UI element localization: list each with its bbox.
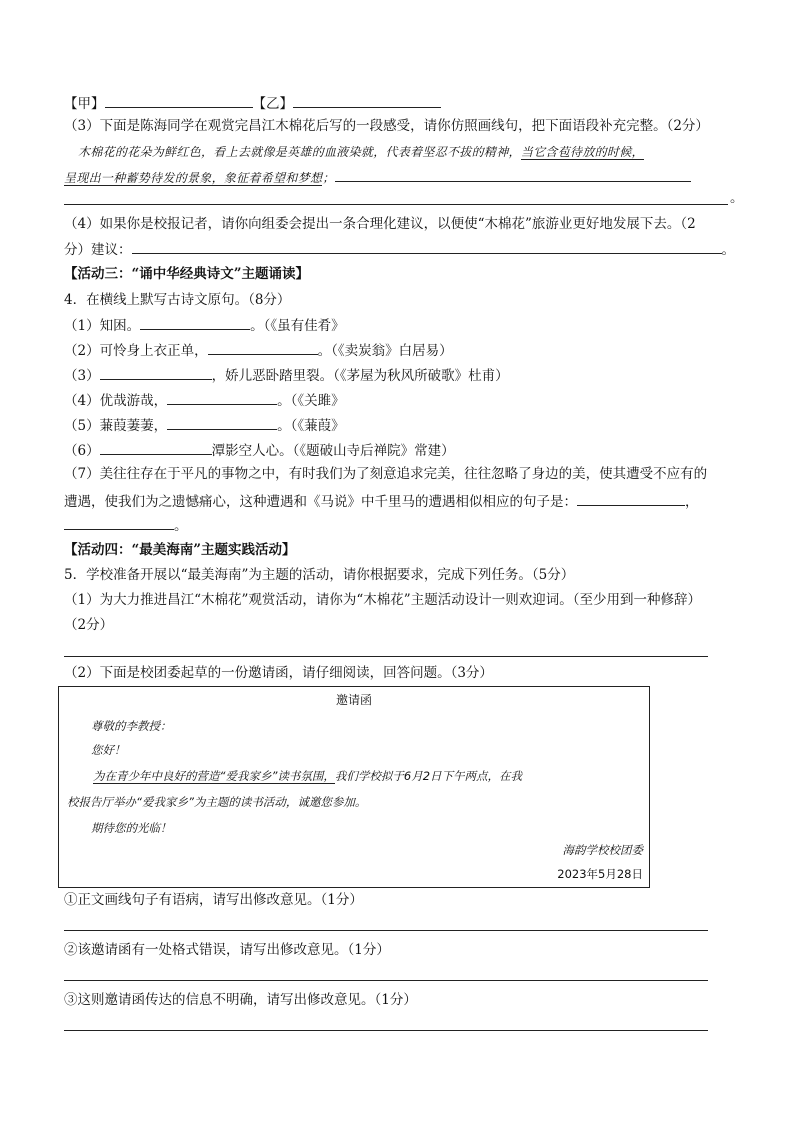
q4-item-2-post: 。（《卖炭翁》白居易） xyxy=(317,343,453,359)
q4-item-1-blank[interactable] xyxy=(140,314,250,330)
q4-item-5 xyxy=(64,414,345,436)
q4-item-6-blank[interactable] xyxy=(100,439,212,455)
suggestion-label: 分）建议： xyxy=(64,242,132,258)
q4-item-3-post: ，娇儿恶卧踏里裂。（《茅屋为秋风所破歌》杜甫） xyxy=(211,368,509,384)
yi-answer-blank[interactable] xyxy=(293,92,441,108)
q3-para-plain: 木棉花的花朵为鲜红色，看上去就像是英雄的血液染就，代表着坚忍不拔的精神， xyxy=(78,145,521,159)
letter-date: 2023年5月28日 xyxy=(557,867,643,881)
q4-item-1-pre: （1）知困。 xyxy=(64,318,141,334)
q4-item-7-line1: （7）美往往存在于平凡的事物之中，有时我们为了刻意追求完美，往往忽略了身边的美，使其遭受不应有的 xyxy=(64,466,708,482)
q4-item-7-line2 xyxy=(64,490,699,512)
q4-item-3-pre: （3） xyxy=(64,368,100,384)
letter-closing: 期待您的光临！ xyxy=(91,821,172,835)
question-1-answer-line[interactable] xyxy=(64,930,708,931)
welcome-speech-answer-line[interactable] xyxy=(64,656,708,657)
q4-item-1 xyxy=(64,314,345,336)
q4-title: 4．在横线上默写古诗文原句。（8分） xyxy=(64,292,291,308)
q4-item-7-blank-1[interactable] xyxy=(577,490,685,506)
q5-sub1-line2: （2分） xyxy=(64,617,114,633)
q4-item-4-post: 。（《关雎》 xyxy=(277,393,345,409)
q4-item-3-blank[interactable] xyxy=(100,364,212,380)
activity3-heading: 【活动三：“诵中华经典诗文”主题诵读】 xyxy=(64,266,310,282)
q4-item-1-post: 。（《虽有佳肴》 xyxy=(250,318,345,334)
question-3-answer-line[interactable] xyxy=(64,1030,708,1031)
q5-sub1-line1: （1）为大力推进昌江“木棉花”观赏活动，请你为“木棉花”主题活动设计一则欢迎词。（至少用到一种修辞） xyxy=(64,592,701,608)
q4-item-5-post: 。（《蒹葭》 xyxy=(277,418,345,434)
q3-para-underlined-2: 呈现出一种蓄势待发的景象，象征着希望和梦想 xyxy=(64,171,323,185)
q3-answer-blank-1[interactable] xyxy=(335,166,691,182)
q3-end-mark: 。 xyxy=(730,190,744,206)
suggestion-answer-blank[interactable] xyxy=(132,238,722,254)
q4-sub-prompt-line1: （4）如果你是校报记者，请你向组委会提出一条合理化建议，以便使“木棉花”旅游业更好地发展下去。（2 xyxy=(64,216,696,232)
q3-prompt: （3）下面是陈海同学在观赏完昌江木棉花后写的一段感受，请你仿照画线句，把下面语段补充完整。（2分） xyxy=(64,118,709,134)
letter-title: 邀请函 xyxy=(335,693,372,707)
q4-item-6-post: 潭影空人心。（《题破山寺后禅院》常建） xyxy=(211,443,455,459)
q4-item-7-blank-2[interactable] xyxy=(64,514,174,530)
question-1: ①正文画线句子有语病，请写出修改意见。（1分） xyxy=(64,892,363,908)
letter-underlined-sentence: 为在青少年中良好的营造“爱我家乡”读书氛围， xyxy=(93,769,335,783)
q4-item-4-blank[interactable] xyxy=(167,389,277,405)
letter-body-line1b: 我们学校拟于6月2日下午两点，在我 xyxy=(334,769,523,783)
q4-item-5-blank[interactable] xyxy=(167,414,277,430)
q4-item-4-pre: （4）优哉游哉， xyxy=(64,393,168,409)
q4-item-4 xyxy=(64,389,345,411)
q3-paragraph-line1 xyxy=(78,142,644,162)
letter-salutation: 尊敬的李教授： xyxy=(91,719,172,733)
q4-item-6-pre: （6） xyxy=(64,443,100,459)
jia-label: 【甲】 xyxy=(64,96,105,112)
q4-item-3 xyxy=(64,364,509,386)
letter-greeting: 您好！ xyxy=(91,743,126,757)
question-2-answer-line[interactable] xyxy=(64,980,708,981)
yi-label: 【乙】 xyxy=(252,96,293,112)
letter-sender: 海韵学校校团委 xyxy=(562,843,643,857)
activity4-heading: 【活动四：“最美海南”主题实践活动】 xyxy=(64,542,296,558)
question-2: ②该邀请函有一处格式错误，请写出修改意见。（1分） xyxy=(64,942,390,958)
q5-sub2: （2）下面是校团委起草的一份邀请函，请仔细阅读，回答问题。（3分） xyxy=(64,665,493,681)
q4-item-6 xyxy=(64,439,455,461)
q4-item-5-pre: （5）蒹葭萋萋， xyxy=(64,418,168,434)
q4-item-7-text: 遭遇，使我们为之遗憾痛心，这种遭遇和《马说》中千里马的遭遇相似相应的句子是： xyxy=(64,494,577,510)
invitation-letter xyxy=(58,686,650,888)
q5-title: 5．学校准备开展以“最美海南”为主题的活动，请你根据要求，完成下列任务。（5分） xyxy=(64,567,575,583)
q4-item-7-comma: ， xyxy=(685,494,699,510)
q3-paragraph-line2 xyxy=(64,166,691,188)
q3-answer-line-2[interactable] xyxy=(64,204,728,205)
q4-item-7-line3 xyxy=(64,514,188,536)
jia-yi-line xyxy=(64,92,441,114)
q4-sub-end-mark: 。 xyxy=(721,242,735,258)
q4-item-2-pre: （2）可怜身上衣正单， xyxy=(64,343,208,359)
letter-body-line1 xyxy=(93,767,522,785)
letter-body-line2: 校报告厅举办“爱我家乡”为主题的读书活动，诚邀您参加。 xyxy=(67,795,367,809)
q4-sub-prompt-line2 xyxy=(64,238,735,260)
q4-item-7-period: 。 xyxy=(174,518,188,534)
question-3: ③这则邀请函传达的信息不明确，请写出修改意见。（1分） xyxy=(64,992,417,1008)
q4-item-2-blank[interactable] xyxy=(208,339,318,355)
q4-item-2 xyxy=(64,339,453,361)
q3-para-underlined-1: 当它含苞待放的时候， xyxy=(520,145,644,159)
q3-colon: ； xyxy=(322,171,335,185)
jia-answer-blank[interactable] xyxy=(105,92,253,108)
